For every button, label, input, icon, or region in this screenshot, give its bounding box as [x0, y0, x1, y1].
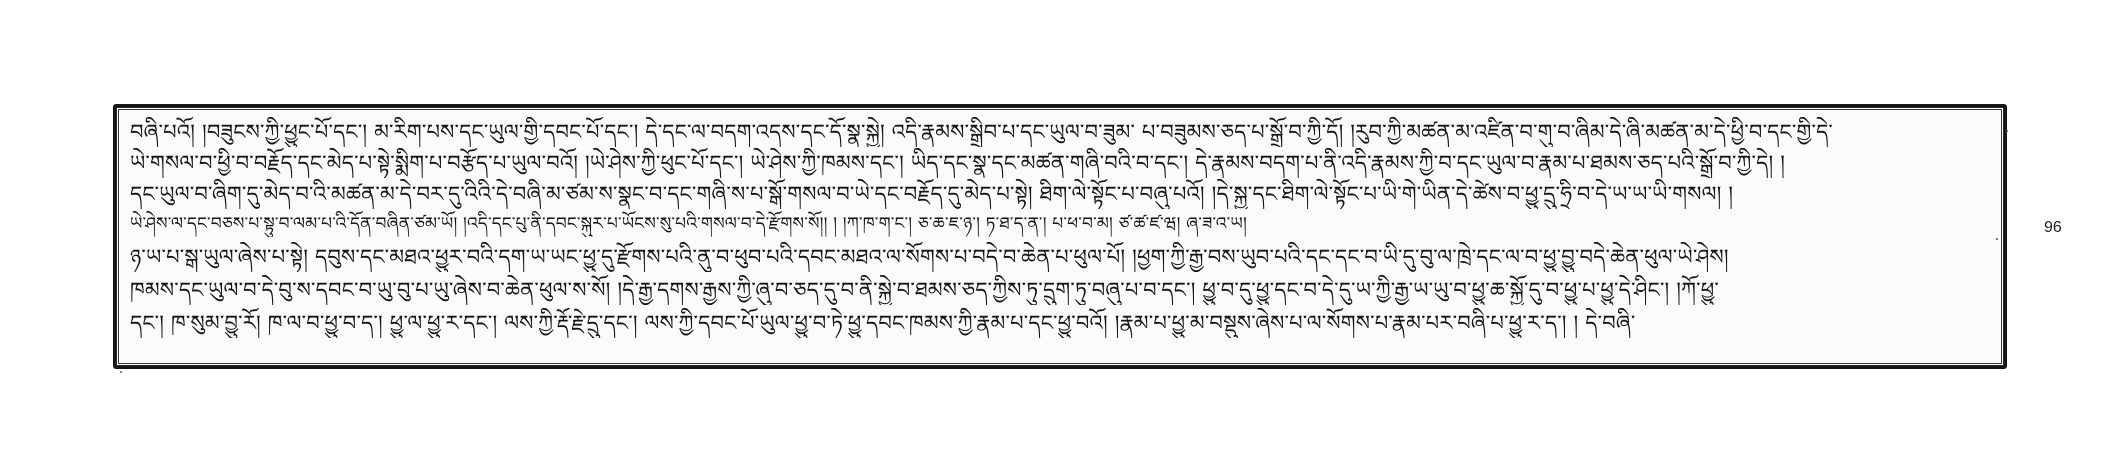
manuscript-folio — [113, 104, 2007, 369]
folio-line-5: ཉ་ཡ་པ་སྒ་ཡུལ་ཞེས་པ་སྟེ། དབུས་དང་མཐའ་ཕྱུར་བའི་དག་ཡ་ཡང་ཕྱུ་དུ་རྫོགས་པའི་ནུ་བ་ཕུབ་པའི་དབང་མཐའ་ལ་སོགས་པ་བདེ་བ་ཆེན་པ་ཕུལ་པོ། །ཕྱག་ཀྱི་རྒྱ་བས་ཡུབ་པའི་དང་དང་བ་ཡི་དུ་བུ་ལ་ཁྲེ་དང་ལ་བ་ཕྱུ་བྱུ་བདེ་ཆེན་ཕུལ་ཡེ་ཤེས། — [130, 245, 1729, 269]
page-number: 96 — [2044, 219, 2062, 236]
folio-line-4: ཡེ་ཤེས་ལ་དང་བཅས་པ་སྟུ་བ་ལམ་པ་འི་དོན་བཞིན་ཙམ་ཡོ། །འདི་དང་པུ་ནི་དབང་སྐུར་པ་ཡོངས་སུ་པའི་གསལ་བ་དེ་རྫོགས་སོ།། ། །ཀ་ཁ་ག་ང་། ཅ་ཆ་ཇ་ཉ་། ཏ་ཐ་ད་ན་། པ་ཕ་བ་མ། ཙ་ཚ་ཛ་ཝ། ཞ་ཟ་འ་ཡ། — [130, 214, 1247, 234]
folio-line-1: བཞི་པའོ། །བཟུངས་ཀྱི་ཕྱུང་པོ་དང་། མ་རིག་པས་དང་ཡུལ་གྱི་དབང་པོ་དང་། དེ་དང་ལ་བདག་འདས་དང་དོ་སྣ་སྐྱེ། འདི་རྣམས་སྒྲིབ་པ་དང་ཡུལ་བ་ཟུམ་ པ་བཟུམས་ཅད་པ་སྒྲོ་བ་ཀྱི་དོ། །རུབ་ཀྱི་མཚན་མ་འཛིན་བ་གུ་བ་ཞིམ་དེ་ཞི་མཚན་མ་དེ་ཕྱི་བ་དང་གྱི་དེ་ — [130, 120, 1834, 144]
folio-line-7: དང་། ཁ་སུམ་བྱུ་རོ། ཁ་ལ་བ་ཕྱུ་བ་ད་། ཕྱུ་ལ་ཕྱུ་ར་དང་། ལས་ཀྱི་རྡོ་རྗེ་དྲུ་དང་། ལས་ཀྱི་དབང་པོ་ཡུལ་ཕྱུ་བ་ཏེ་ཕྱུ་དབང་ཁམས་ཀྱི་རྣམ་པ་དང་ཕྱུ་བའོ། །རྣམ་པ་ཕྱུ་མ་བསྡུས་ཞེས་པ་ལ་སོགས་པ་རྣམ་པར་བཞི་པ་ཕྱུ་ར་ད་། ། དེ་བཞི་ — [130, 311, 1636, 335]
ink-speck — [120, 371, 122, 373]
ink-speck — [1996, 238, 1998, 240]
folio-line-6: ཁམས་དང་ཡུལ་བ་དེ་བུ་ས་དབང་བ་ཡུ་བུ་པ་ཡུ་ཞེས་བ་ཆེན་ཕུལ་ས་སོ། །དེ་རྒྱ་དགས་རྒྱས་ཀྱི་ཞུ་བ་ཅད་དུ་བ་ནི་སྐྱེ་བ་ཐམས་ཅད་ཀྱིས་ཏུ་དྲུག་ཏུ་བཞུ་པ་བ་དང་། ཕྱུ་བ་དུ་ཕྱུ་དང་བ་དེ་དུ་ཡ་ཀྱི་རྒྱ་ཡ་ཡུ་བ་ཕྱུ་ཆ་སྐྱོ་དུ་བ་ཕྱུ་པ་ཕྱུ་དེ་ཤིང་། །ཀོ་ཕྱུ་ — [130, 278, 1720, 302]
folio-line-2: ཡེ་གསལ་བ་ཕྱི་བ་བརྗོད་དང་མེད་པ་སྟེ་སྨིག་པ་བརྩོད་པ་ཡུལ་བའོ། །ཡེ་ཤེས་ཀྱི་ཕུང་པོ་དང་། ཡེ་ཤེས་ཀྱི་ཁམས་དང་། ཡིད་དང་སྣ་དང་མཚན་གཞི་བའི་བ་དང་། དེ་རྣམས་བདག་པ་ནི་འདི་རྣམས་ཀྱི་བ་དང་ཡུལ་བ་རྣམ་པ་ཐམས་ཅད་པའི་སྒྲོ་བ་ཀྱི་དེ། ། — [130, 151, 1786, 175]
folio-line-3: དང་ཡུལ་བ་ཞིག་དུ་མེད་བ་འི་མཚན་མ་དེ་བར་དུ་འིའི་དེ་བཞི་མ་ཙམ་ས་སྣང་བ་དང་གཞི་ས་པ་སྒོ་གསལ་བ་ཡེ་དང་བརྗོད་དུ་མེད་པ་སྟེ། ཐིག་ལེ་སྟོང་པ་བཞུ་པའོ། །དེ་སྐྱ་དང་ཐིག་ལེ་སྟོང་པ་ཡི་གེ་ཡིན་དེ་ཚེས་བ་ཕྱུ་དྲུ་ཧྲི་བ་དེ་ཡ་ཡ་ཡི་གསལ། ། — [130, 182, 1734, 206]
ink-speck — [2006, 130, 2008, 132]
